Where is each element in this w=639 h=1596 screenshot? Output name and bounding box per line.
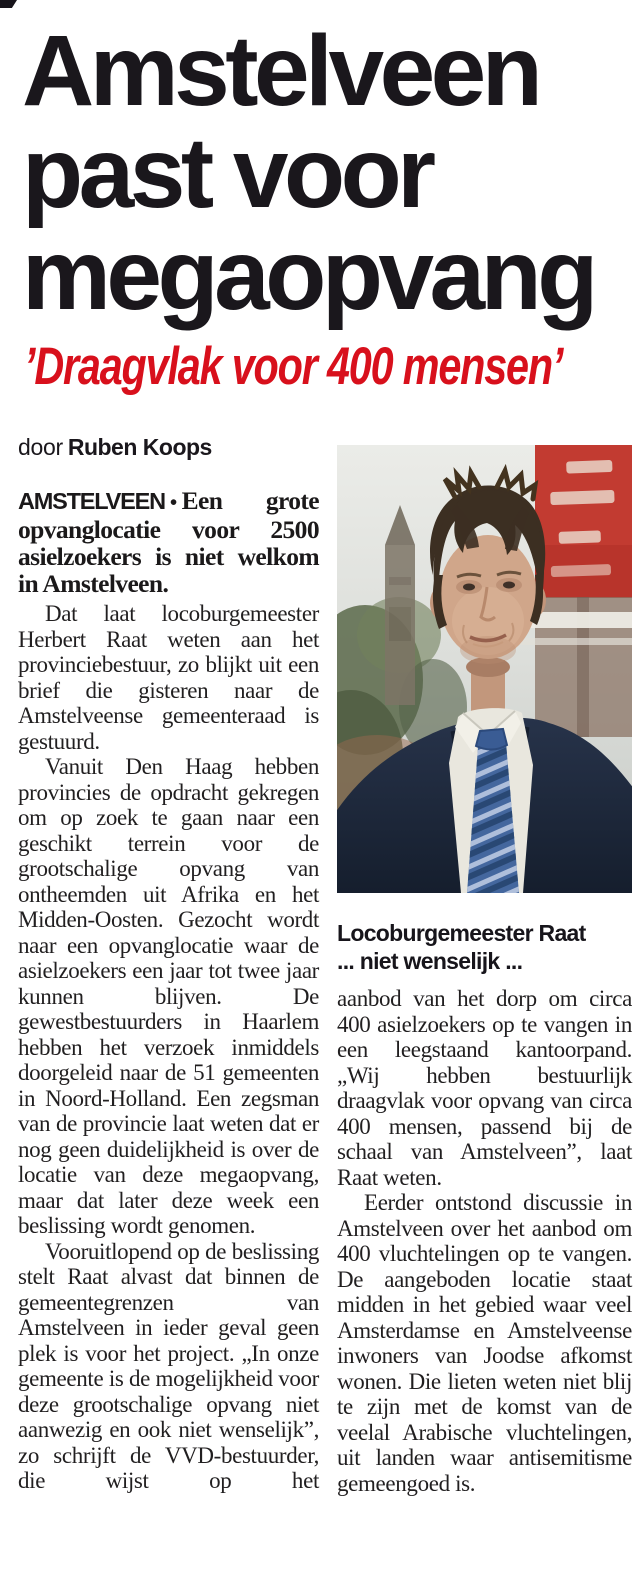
photo-red-sign: [535, 445, 632, 598]
lead-paragraph: [18, 487, 319, 597]
dateline-bullet: •: [169, 490, 177, 514]
body-paragraph: aanbod van het dorp om circa 400 asielzoekers op te vangen in een leegstaand kantoorpand. „Wij hebben bestuurlijk draagvlak voor opvang van circa 400 mensen, passend bij de schaal van Amstelveen”, laat Raat weten.: [337, 986, 632, 1190]
byline-author: Ruben Koops: [67, 434, 212, 460]
body-paragraph: Vanuit Den Haag hebben provincies de opdracht gekregen om op zoek te gaan naar een geschikt terrein voor de grootschalige opvang van ontheemden uit Afrika en het Midden-Oosten. Gezocht wordt naar een opvanglocatie waar de asielzoekers een jaar tot twee jaar kunnen blijven. De gewestbestuurders in Haarlem hebben het verzoek inmiddels doorgeleid naar de 51 gemeenten in Noord-Holland. Een zegsman van de provincie laat weten dat er nog geen duidelijkheid is over de locatie van deze megaopvang, maar dat later deze week een beslissing wordt genomen.: [18, 754, 319, 1238]
headline-line-1: Amstelveen: [22, 15, 539, 127]
byline-prefix: door: [18, 434, 63, 460]
lead-text: Een grote opvanglocatie voor 2500 asielzoekers is niet welkom in Amstelveen.: [18, 486, 319, 598]
photo-church-tower: [385, 505, 415, 705]
subheadline: ’Draagvlak voor 400 mensen’: [24, 337, 563, 396]
headline: [22, 15, 594, 331]
right-column: [337, 445, 632, 1496]
scan-artifact-mark: [0, 0, 17, 8]
body-paragraph: Eerder ontstond discussie in Amstelveen over het aanbod om 400 vluchtelingen op te vangen. De aangeboden locatie staat midden in het gebied waar veel Amsterdamse en Amstelveense inwoners van Joodse afkomst wonen. Die lieten weten niet blij te zijn met de komst van de veelal Arabische vluchtelingen, uit landen waar antisemitisme gemeengoed is.: [337, 1190, 632, 1496]
headline-line-2: past voor: [22, 117, 432, 229]
photo-caption-line-2: ... niet wenselijk ...: [337, 948, 523, 974]
photo-caption-line-1: Locoburgemeester Raat: [337, 920, 586, 946]
portrait-photo: [337, 445, 632, 893]
headline-line-3: megaopvang: [22, 219, 594, 331]
left-column: [18, 487, 319, 1494]
byline: [18, 434, 212, 461]
body-paragraph: Dat laat locoburgemeester Herbert Raat weten aan het provinciebestuur, zo blijkt uit een brief die gisteren naar de Amstelveense gemeenteraad is gestuurd.: [18, 601, 319, 754]
photo-caption: [337, 919, 632, 975]
dateline-location: AMSTELVEEN: [18, 488, 165, 514]
body-paragraph: Vooruitlopend op de beslissing stelt Raat alvast dat binnen de gemeentegrenzen van Amstelveen in ieder geval geen plek is voor het project. „In onze gemeente is de mogelijkheid voor deze grootschalige opvang niet aanwezig en ook niet wenselijk”, zo schrijft de VVD-bestuurder, die wijst op het: [18, 1238, 319, 1493]
